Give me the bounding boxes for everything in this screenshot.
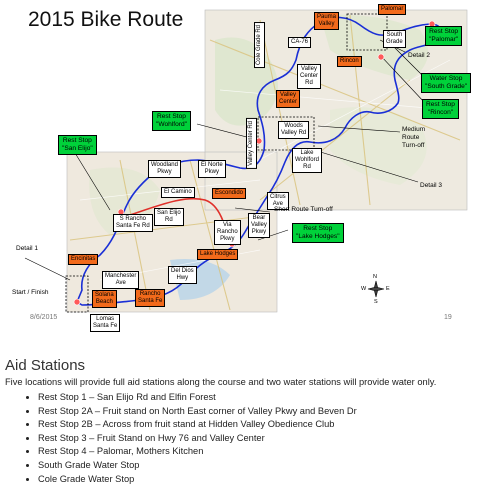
- compass-w: W: [361, 286, 367, 292]
- road-label: Del Dios Hwy: [168, 266, 197, 284]
- rest-stop-label: Rest Stop "Lake Hodges": [292, 223, 344, 243]
- compass-n: N: [373, 274, 377, 280]
- place-label: Rincon: [337, 56, 362, 67]
- detail-3-label: Detail 3: [420, 182, 443, 189]
- aid-stations-heading: Aid Stations: [5, 357, 86, 374]
- compass-e: E: [386, 286, 390, 292]
- start-finish-label: Start / Finish: [12, 289, 49, 296]
- road-label: Manchester Ave: [102, 271, 139, 289]
- detail-2-label: Detail 2: [408, 52, 431, 59]
- place-label: Valley Center: [276, 90, 300, 108]
- list-item: • Rest Stop 4 – Palomar, Mothers Kitchen: [38, 445, 357, 459]
- list-item: • Rest Stop 1 – San Elijo Rd and Elfin Forest: [38, 391, 357, 405]
- short-route-label: Short Route Turn-off: [274, 206, 333, 213]
- place-label: Rancho Santa Fe: [135, 289, 165, 307]
- road-label: Woodland Pkwy: [148, 160, 181, 178]
- road-label: Lake Wohlford Rd: [292, 148, 322, 173]
- list-item: • Rest Stop 2B – Across from fruit stand at Hidden Valley Obedience Club: [38, 418, 357, 432]
- rest-stop-label: Rest Stop "Rincon": [422, 99, 459, 119]
- aid-station-list: [20, 391, 357, 486]
- road-label: Woods Valley Rd: [278, 121, 309, 139]
- list-item: • Cole Grade Water Stop: [38, 473, 357, 487]
- rest-stop-label: Rest Stop "Palomar": [425, 26, 462, 46]
- road-label: South Grade: [383, 30, 406, 48]
- water-stop-label: Water Stop "South Grade": [421, 73, 471, 93]
- road-label: Bear Valley Pkwy: [248, 213, 270, 238]
- place-label: Pauma Valley: [314, 12, 339, 30]
- road-label: El Camino: [161, 187, 195, 198]
- aid-stations-intro: Five locations will provide full aid stations along the course and two water stations will provide water only.: [5, 377, 437, 387]
- rest-stop-label: Rest Stop "San Elijo": [58, 135, 97, 155]
- place-label: Escondido: [212, 188, 246, 199]
- slide-date: 8/6/2015: [30, 314, 58, 321]
- rest-stop-label: Rest Stop "Wohlford": [152, 111, 191, 131]
- list-item: • Rest Stop 3 – Fruit Stand on Hwy 76 and Valley Center: [38, 432, 357, 446]
- medium-route-label: Medium Route Turn-off: [402, 126, 426, 149]
- list-item: • Rest Stop 2A – Fruit stand on North East corner of Valley Pkwy and Beven Dr: [38, 405, 357, 419]
- place-label: Encinitas: [68, 254, 98, 265]
- place-label: Palomar: [378, 4, 406, 15]
- compass-s: S: [374, 299, 378, 305]
- road-label: Cole Grade Rd: [254, 22, 265, 68]
- road-label: Valley Center Rd: [246, 118, 257, 169]
- road-label: Lomas Santa Fe: [90, 314, 120, 332]
- road-label: Via Rancho Pkwy: [214, 220, 241, 245]
- road-label: El Norte Pkwy: [198, 160, 226, 178]
- detail-1-label: Detail 1: [16, 245, 39, 252]
- road-label: S Rancho Santa Fe Rd: [113, 214, 153, 232]
- road-label: Citrus Ave: [267, 192, 289, 210]
- road-label: Valley Center Rd: [297, 64, 321, 89]
- slide-page-number: 19: [444, 314, 452, 321]
- place-label: Solana Beach: [92, 290, 117, 308]
- list-item: • South Grade Water Stop: [38, 459, 357, 473]
- road-label: San Elijo Rd: [154, 208, 184, 226]
- slide-title: 2015 Bike Route: [28, 8, 184, 31]
- road-label: CA-76: [288, 37, 311, 48]
- place-label: Lake Hodges: [197, 249, 238, 260]
